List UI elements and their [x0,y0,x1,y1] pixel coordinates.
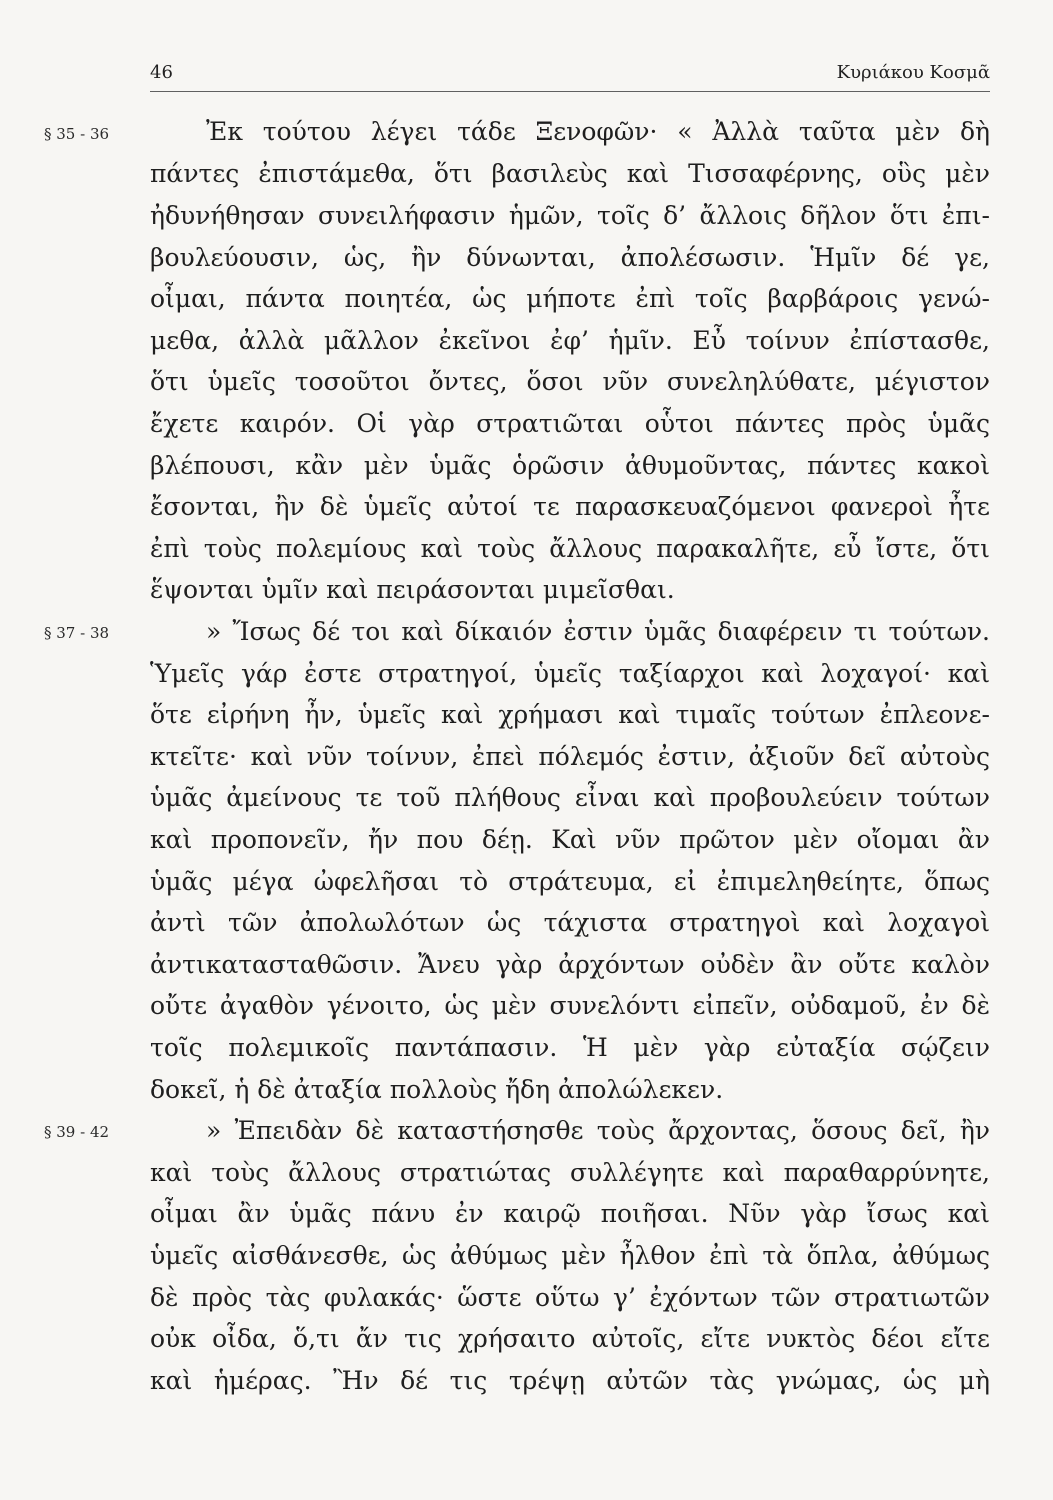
text-line: καὶ προπονεῖν, ἤν που δέῃ. Καὶ νῦν πρῶτον μὲν οἴομαι ἂν [150,825,990,854]
text-line: ἔσονται, ἢν δὲ ὑμεῖς αὐτοί τε παρασκευαζόμενοι φανεροὶ ἦτε [150,492,990,521]
text-line: ἕψονται ὑμῖν καὶ πειράσονται μιμεῖσθαι. [150,575,675,604]
text-line: βλέπουσι, κἂν μὲν ὑμᾶς ὁρῶσιν ἀθυμοῦντας, πάντες κακοὶ [150,451,990,480]
text-line: Ὑμεῖς γάρ ἐστε στρατηγοί, ὑμεῖς ταξίαρχοι καὶ λοχαγοί· καὶ [150,659,990,688]
text-line: ὑμᾶς μέγα ὠφελῆσαι τὸ στράτευμα, εἰ ἐπιμεληθείητε, ὅπως [150,867,990,896]
page-header [150,62,990,92]
text-line: ὅτε εἰρήνη ἦν, ὑμεῖς καὶ χρήμασι καὶ τιμαῖς τούτων ἐπλεονε- [150,700,990,729]
text-line: δοκεῖ, ἡ δὲ ἀταξία πολλοὺς ἤδη ἀπολώλεκεν. [150,1075,724,1104]
text-line: ἐπὶ τοὺς πολεμίους καὶ τοὺς ἄλλους παρακαλῆτε, εὖ ἴστε, ὅτι [150,534,990,563]
section-marker: § 35 - 36 [44,125,110,143]
text-line: καὶ τοὺς ἄλλους στρατιώτας συλλέγητε καὶ παραθαρρύνητε, [150,1158,990,1187]
text-line: ἀντικατασταθῶσιν. Ἄνευ γὰρ ἀρχόντων οὐδὲν ἂν οὔτε καλὸν [150,950,990,979]
text-line: » Ἐπειδὰν δὲ καταστήσησθε τοὺς ἄρχοντας, ὅσους δεῖ, ἢν [206,1116,990,1145]
text-line: μεθα, ἀλλὰ μᾶλλον ἐκεῖνοι ἐφ’ ἡμῖν. Εὖ τοίνυν ἐπίστασθε, [150,326,990,355]
text-line: οἶμαι ἂν ὑμᾶς πάνυ ἐν καιρῷ ποιῆσαι. Νῦν γὰρ ἴσως καὶ [150,1199,990,1228]
text-line: ἠδυνήθησαν συνειλήφασιν ἡμῶν, τοῖς δ’ ἄλλοις δῆλον ὅτι ἐπι- [150,201,990,230]
text-line: τοῖς πολεμικοῖς παντάπασιν. Ἡ μὲν γὰρ εὐταξία σῴζειν [150,1033,990,1062]
text-line: πάντες ἐπιστάμεθα, ὅτι βασιλεὺς καὶ Τισσαφέρνης, οὓς μὲν [150,159,990,188]
text-line: οὐκ οἶδα, ὅ,τι ἄν τις χρήσαιτο αὐτοῖς, εἴτε νυκτὸς δέοι εἴτε [150,1324,990,1353]
text-line: Ἐκ τούτου λέγει τάδε Ξενοφῶν· « Ἀλλὰ ταῦτα μὲν δὴ [206,117,990,146]
text-line: βουλεύουσιν, ὡς, ἢν δύνωνται, ἀπολέσωσιν. Ἡμῖν δέ γε, [150,243,990,272]
text-line: κτεῖτε· καὶ νῦν τοίνυν, ἐπεὶ πόλεμός ἐστιν, ἀξιοῦν δεῖ αὐτοὺς [150,742,990,771]
text-line: » Ἴσως δέ τοι καὶ δίκαιόν ἐστιν ὑμᾶς διαφέρειν τι τούτων. [206,617,990,646]
section-marker: § 37 - 38 [44,624,110,642]
text-line: ὑμᾶς ἀμείνους τε τοῦ πλήθους εἶναι καὶ προβουλεύειν τούτων [150,783,990,812]
text-line: ἀντὶ τῶν ἀπολωλότων ὡς τάχιστα στρατηγοὶ καὶ λοχαγοὶ [150,908,990,937]
header-rule [150,91,990,92]
text-line: ὅτι ὑμεῖς τοσοῦτοι ὄντες, ὅσοι νῦν συνεληλύθατε, μέγιστον [150,367,990,396]
section-marker: § 39 - 42 [44,1123,110,1141]
text-line: ἔχετε καιρόν. Οἱ γὰρ στρατιῶται οὗτοι πάντες πρὸς ὑμᾶς [150,409,990,438]
running-title: Κυριάκου Κοσμᾶ [836,62,990,83]
text-line: οὔτε ἀγαθὸν γένοιτο, ὡς μὲν συνελόντι εἰπεῖν, οὐδαμοῦ, ἐν δὲ [150,991,990,1020]
text-line: ὑμεῖς αἰσθάνεσθε, ὡς ἀθύμως μὲν ἦλθον ἐπὶ τὰ ὅπλα, ἀθύμως [150,1241,990,1270]
text-line: δὲ πρὸς τὰς φυλακάς· ὥστε οὕτω γ’ ἐχόντων τῶν στρατιωτῶν [150,1283,990,1312]
page-number: 46 [150,62,173,83]
text-line: καὶ ἡμέρας. Ἢν δέ τις τρέψῃ αὐτῶν τὰς γνώμας, ὡς μὴ [150,1366,990,1395]
text-line: οἶμαι, πάντα ποιητέα, ὡς μήποτε ἐπὶ τοῖς βαρβάροις γενώ- [150,284,990,313]
